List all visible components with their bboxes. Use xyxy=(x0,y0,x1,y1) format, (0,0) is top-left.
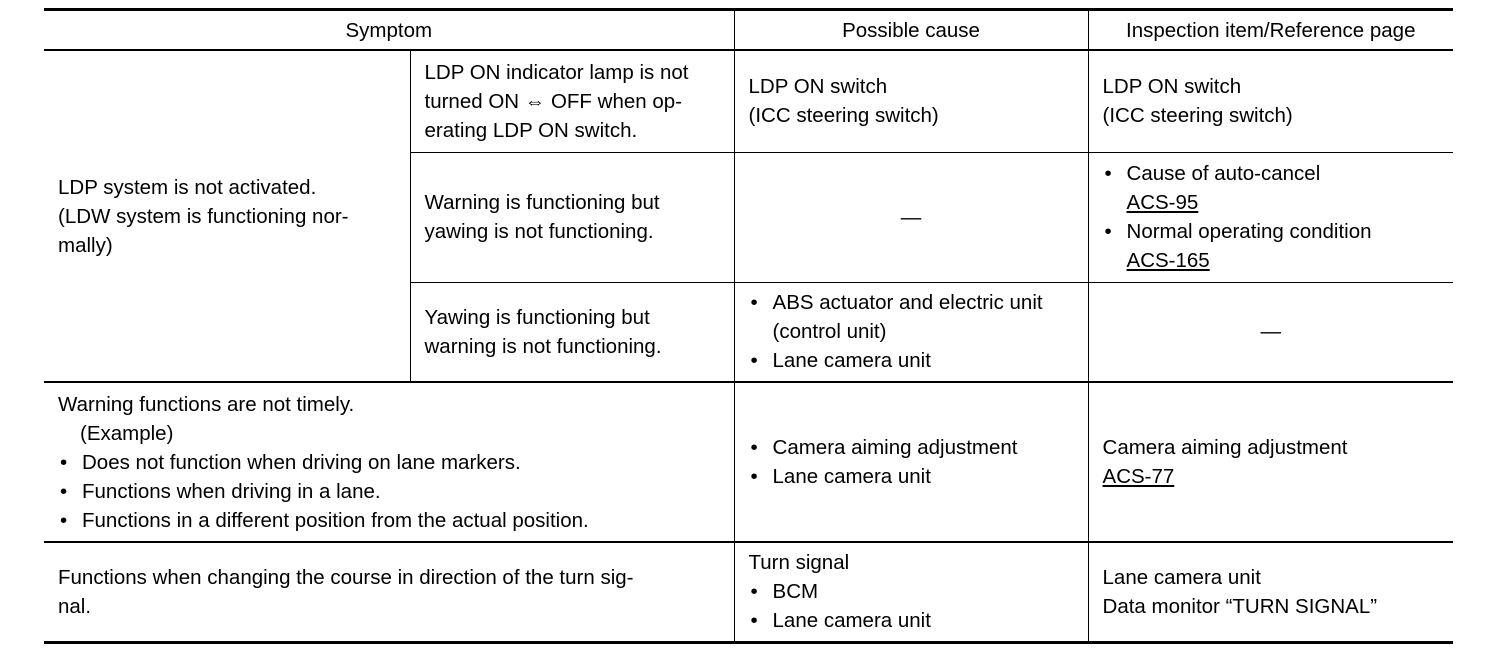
symptom-line: Warning is functioning but xyxy=(424,191,660,214)
cause-list xyxy=(749,433,1074,491)
symptom-line: Functions when changing the course in direction of the turn sig- xyxy=(58,565,634,589)
reference-link-acs-95[interactable]: ACS-95 xyxy=(1126,191,1199,214)
sub-symptom-indicator-lamp xyxy=(410,50,734,152)
list-item: • Does not function when driving on lane markers. xyxy=(58,448,720,477)
list-item: • Camera aiming adjustment xyxy=(749,433,1074,462)
symptom-title: Warning functions are not timely. xyxy=(58,392,355,416)
table-row xyxy=(44,50,1453,152)
list-item: • Lane camera unit xyxy=(749,346,1074,375)
cause-line: (ICC steering switch) xyxy=(748,104,939,128)
cause-cell-dash: — xyxy=(734,152,1088,282)
list-item: • ABS actuator and electric unit (control unit) xyxy=(749,288,1074,346)
inspection-cell xyxy=(1088,382,1453,542)
cause-list xyxy=(749,577,1074,635)
symptom-line: turned ON ⇔ OFF when op- xyxy=(424,89,682,113)
list-item: • Lane camera unit xyxy=(749,606,1074,635)
inspection-cell xyxy=(1088,152,1453,282)
symptom-line: LDP system is not activated. xyxy=(58,175,317,199)
symptom-line: Yawing is functioning but xyxy=(424,305,650,329)
table-row xyxy=(44,382,1453,542)
cause-list xyxy=(749,288,1074,375)
symptom-line: yawing is not functioning. xyxy=(424,220,654,243)
cause-cell xyxy=(734,382,1088,542)
inspection-line: LDP ON switch xyxy=(1102,75,1242,99)
symptom-list xyxy=(58,448,720,535)
inspection-line: (ICC steering switch) xyxy=(1102,104,1293,128)
inspection-line: Data monitor “TURN SIGNAL” xyxy=(1102,594,1378,618)
symptom-ldp-not-activated xyxy=(44,50,410,382)
cause-cell xyxy=(734,282,1088,382)
cause-title: Turn signal xyxy=(748,551,850,575)
symptom-warning-not-timely xyxy=(44,382,734,542)
reference-link-acs-77[interactable]: ACS-77 xyxy=(1102,465,1175,488)
header-symptom: Symptom xyxy=(44,10,734,51)
sub-symptom-yawing-not-functioning xyxy=(410,152,734,282)
inspection-line: Lane camera unit xyxy=(1102,565,1261,589)
symptom-line: mally) xyxy=(58,233,113,257)
list-item xyxy=(1103,217,1440,275)
inspection-cell xyxy=(1088,50,1453,152)
cause-cell xyxy=(734,50,1088,152)
symptom-line: (LDW system is functioning nor- xyxy=(58,204,349,228)
inspection-list xyxy=(1103,159,1440,275)
list-item: • Functions when driving in a lane. xyxy=(58,477,720,506)
list-item: • Lane camera unit xyxy=(749,462,1074,491)
symptom-line: LDP ON indicator lamp is not xyxy=(424,60,689,84)
cause-cell xyxy=(734,542,1088,642)
symptom-turn-signal xyxy=(44,542,734,642)
symptom-example-label: (Example) xyxy=(80,421,174,445)
list-item xyxy=(1103,159,1440,217)
symptom-line: warning is not functioning. xyxy=(424,334,662,358)
header-possible-cause: Possible cause xyxy=(734,10,1088,51)
inspection-item-text: Cause of auto-cancel xyxy=(1126,162,1321,185)
symptom-line: nal. xyxy=(58,594,92,618)
diagnosis-table xyxy=(44,8,1453,644)
sub-symptom-warning-not-functioning xyxy=(410,282,734,382)
table-row xyxy=(44,542,1453,642)
inspection-item-text: Normal operating condition xyxy=(1126,220,1372,243)
header-inspection: Inspection item/Reference page xyxy=(1088,10,1453,51)
inspection-title: Camera aiming adjustment xyxy=(1102,436,1348,459)
symptom-line: erating LDP ON switch. xyxy=(424,118,638,142)
inspection-cell-dash: — xyxy=(1088,282,1453,382)
reference-link-acs-165[interactable]: ACS-165 xyxy=(1126,249,1210,272)
list-item: • BCM xyxy=(749,577,1074,606)
header-row xyxy=(44,10,1453,51)
inspection-cell xyxy=(1088,542,1453,642)
cause-line: LDP ON switch xyxy=(748,75,888,99)
list-item: • Functions in a different position from the actual position. xyxy=(58,506,720,535)
